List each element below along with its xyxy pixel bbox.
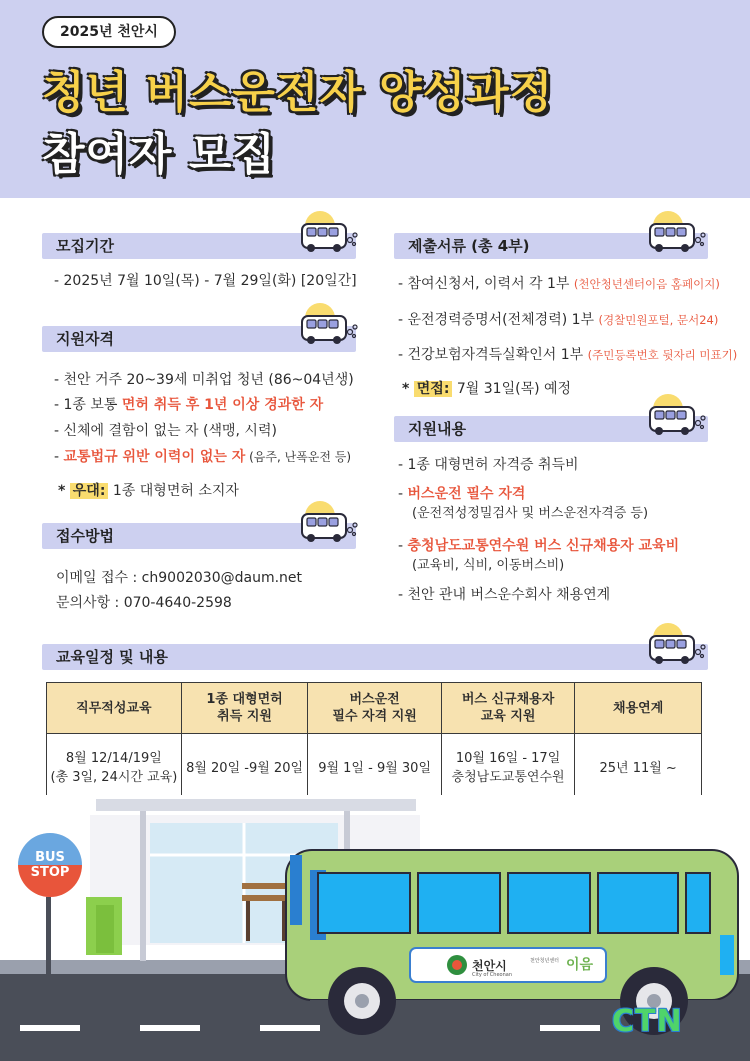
support-item: - 충청남도교통연수원 버스 신규채용자 교육비 [398,538,680,554]
preference-note: * 우대: 1종 대형면허 소지자 [58,483,239,499]
document-item: - 운전경력증명서(전체경력) 1부 (경찰민원포털, 문서24) [398,312,719,328]
table-header-cell: 직무적성교육 [47,683,182,734]
minibus-icon [646,622,708,668]
minibus-icon [646,210,708,256]
support-item: - 버스운전 필수 자격 [398,486,526,502]
support-item-sub: (운전적성정밀검사 및 버스운전자격증 등) [412,506,649,521]
schedule-table [46,682,702,803]
qualification-item: - 신체에 결함이 없는 자 (색맹, 시력) [54,423,277,439]
section-period-heading: 모집기간 [42,233,356,259]
qualification-item: - 천안 거주 20~39세 미취업 청년 (86~04년생) [54,372,354,388]
section-schedule-heading: 교육일정 및 내용 [42,644,708,670]
table-header-cell: 1종 대형면허 취득 지원 [181,683,308,734]
bus-logo-city-small: City of Cheonan [472,972,512,978]
table-cell: 25년 11월 ~ [575,734,702,803]
minibus-icon [298,500,360,546]
page-subtitle: 참여자 모집 [42,129,276,180]
qualification-item: - 1종 보통 면허 취득 후 1년 이상 경과한 자 [54,397,324,413]
section-documents-heading: 제출서류 (총 4부) [394,233,708,259]
page-title: 청년 버스운전자 양성과정 [42,67,554,118]
watermark-logo: CTN [612,1004,683,1039]
bus-logo-center-small: 천안청년센터 [530,958,559,964]
bus-stop-sign: BUS STOP [30,850,70,880]
table-row [47,734,702,803]
interview-note: * 면접: 7월 31일(목) 예정 [402,381,572,397]
support-item: - 천안 관내 버스운수회사 채용연계 [398,587,611,603]
table-header-cell: 채용연계 [575,683,702,734]
support-item-sub: (교육비, 식비, 이동버스비) [412,558,565,573]
table-header-row [47,683,702,734]
section-qualification-heading: 지원자격 [42,326,356,352]
table-cell: 8월 20일 -9월 20일 [181,734,308,803]
qualification-item: - 교통법규 위반 이력이 없는 자 (음주, 난폭운전 등) [54,449,352,465]
minibus-icon [298,210,360,256]
document-item: - 참여신청서, 이력서 각 1부 (천안청년센터이음 홈페이지) [398,276,720,292]
section-application-heading: 접수방법 [42,523,356,549]
bus-logo-city: 천안시 [472,959,507,973]
minibus-icon [298,302,360,348]
minibus-icon [646,393,708,439]
table-cell: 9월 1일 - 9월 30일 [308,734,441,803]
bus-logo-center: 이음 [566,957,594,973]
period-text: - 2025년 7월 10일(목) - 7월 29일(화) [20일간] [54,273,357,289]
section-support-heading: 지원내용 [394,416,708,442]
application-email: 이메일 접수 : ch9002030@daum.net [56,570,303,586]
table-cell: 10월 16일 - 17일 충청남도교통연수원 [441,734,574,803]
table-header-cell: 버스운전 필수 자격 지원 [308,683,441,734]
document-item: - 건강보험자격득실확인서 1부 (주민등록번호 뒷자리 미표기) [398,347,738,363]
year-badge: 2025년 천안시 [42,16,176,48]
application-phone: 문의사항 : 070-4640-2598 [56,595,232,611]
support-item: - 1종 대형면허 자격증 취득비 [398,457,579,473]
table-header-cell: 버스 신규채용자 교육 지원 [441,683,574,734]
table-cell: 8월 12/14/19일 (총 3일, 24시간 교육) [47,734,182,803]
